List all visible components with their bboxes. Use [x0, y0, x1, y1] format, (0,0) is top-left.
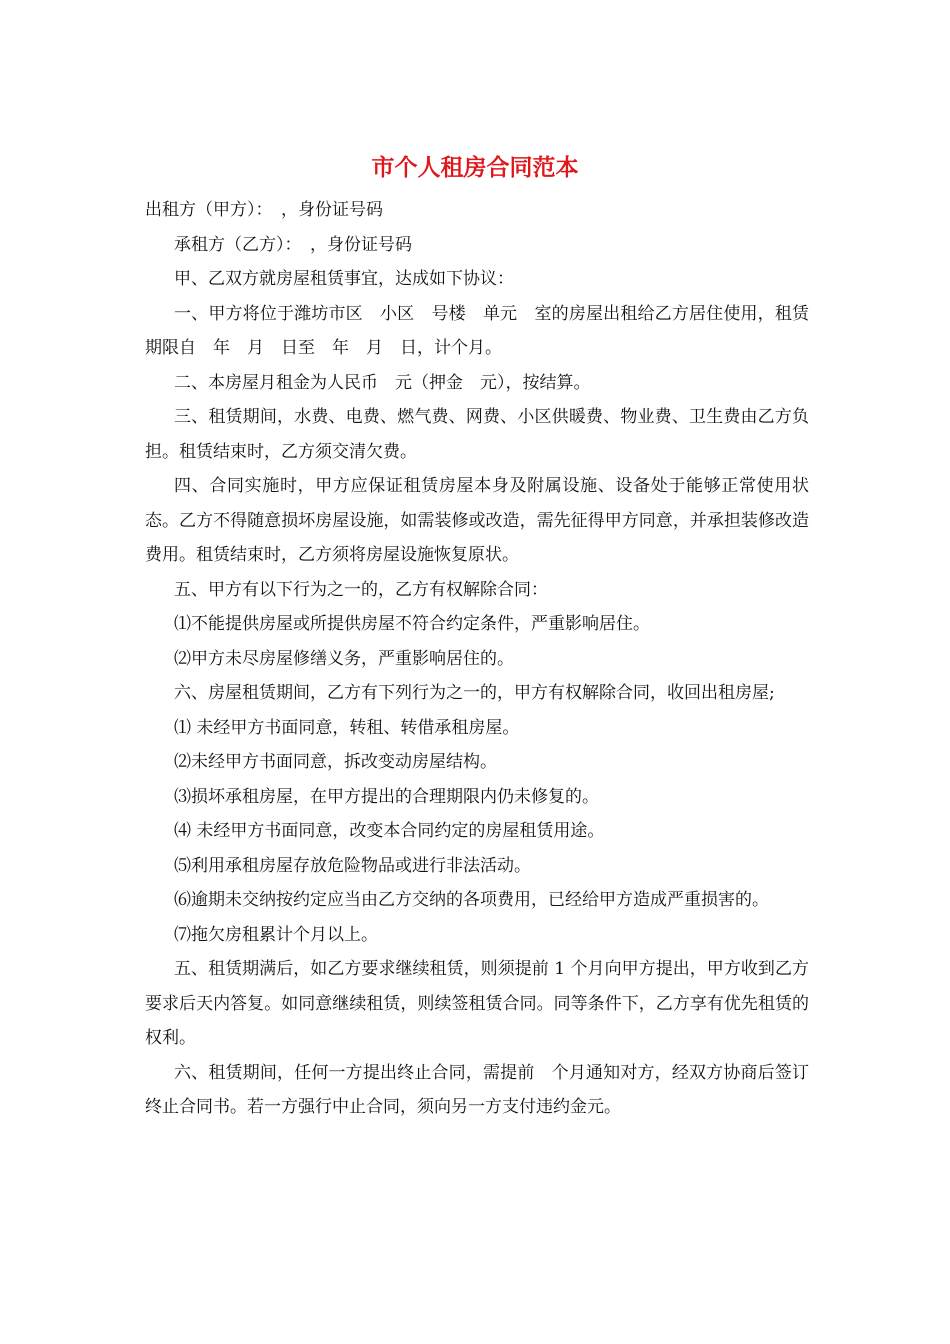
paragraph-agreement-intro: 甲、乙双方就房屋租赁事宜，达成如下协议：	[174, 269, 514, 289]
paragraph-clause-4: 四、合同实施时，甲方应保证租赁房屋本身及附属设施、设备处于能够正常使用状态。乙方不得随意损坏房屋设施，如需装修或改造，需先征得甲方同意，并承担装修改造费用。租赁结束时，乙方须将房屋设施恢复原状。	[145, 476, 809, 565]
paragraph-clause-6: 六、房屋租赁期间，乙方有下列行为之一的，甲方有权解除合同，收回出租房屋;	[174, 683, 775, 703]
paragraph-clause-5-item-2: ⑵甲方未尽房屋修缮义务，严重影响居住的。	[174, 648, 514, 669]
paragraph-clause-6-item-4: ⑷ 未经甲方书面同意，改变本合同约定的房屋租赁用途。	[174, 821, 605, 841]
paragraph-clause-termination: 六、租赁期间，任何一方提出终止合同，需提前 个月通知对方，经双方协商后签订终止合同书。若一方强行中止合同，须向另一方支付违约金元。	[145, 1062, 809, 1117]
paragraph-clause-1: 一、甲方将位于潍坊市区 小区 号楼 单元 室的房屋出租给乙方居住使用，租赁期限自 年 月 日至 年 月 日，计个月。	[145, 303, 809, 358]
document-title: 市个人租房合同范本	[371, 154, 579, 181]
paragraph-clause-6-item-1: ⑴ 未经甲方书面同意，转租、转借承租房屋。	[174, 717, 520, 738]
paragraph-clause-6-item-5: ⑸利用承租房屋存放危险物品或进行非法活动。	[174, 855, 531, 876]
paragraph-clause-2: 二、本房屋月租金为人民币 元（押金 元），按结算。	[174, 372, 591, 393]
paragraph-clause-6-item-6: ⑹逾期未交纳按约定应当由乙方交纳的各项费用，已经给甲方造成严重损害的。	[174, 890, 769, 910]
paragraph-clause-3: 三、租赁期间，水费、电费、燃气费、网费、小区供暖费、物业费、卫生费由乙方负担。租赁结束时，乙方须交清欠费。	[145, 407, 809, 462]
paragraph-lessor: 出租方（甲方）： ，身份证号码	[145, 200, 383, 220]
paragraph-clause-6-item-7: ⑺拖欠房租累计个月以上。	[174, 924, 378, 945]
paragraph-clause-renewal: 五、租赁期满后，如乙方要求继续租赁，则须提前 1 个月向甲方提出，甲方收到乙方要求后天内答复。如同意继续租赁，则续签租赁合同。同等条件下，乙方享有优先租赁的权利。	[145, 959, 809, 1048]
paragraph-clause-6-item-2: ⑵未经甲方书面同意，拆改变动房屋结构。	[174, 752, 497, 772]
paragraph-clause-5-item-1: ⑴不能提供房屋或所提供房屋不符合约定条件，严重影响居住。	[174, 614, 650, 634]
paragraph-clause-6-item-3: ⑶损坏承租房屋，在甲方提出的合理期限内仍未修复的。	[174, 786, 599, 807]
paragraph-clause-5: 五、甲方有以下行为之一的，乙方有权解除合同：	[174, 579, 548, 600]
document-body	[145, 193, 809, 1125]
paragraph-lessee: 承租方（乙方）： ，身份证号码	[174, 234, 412, 255]
